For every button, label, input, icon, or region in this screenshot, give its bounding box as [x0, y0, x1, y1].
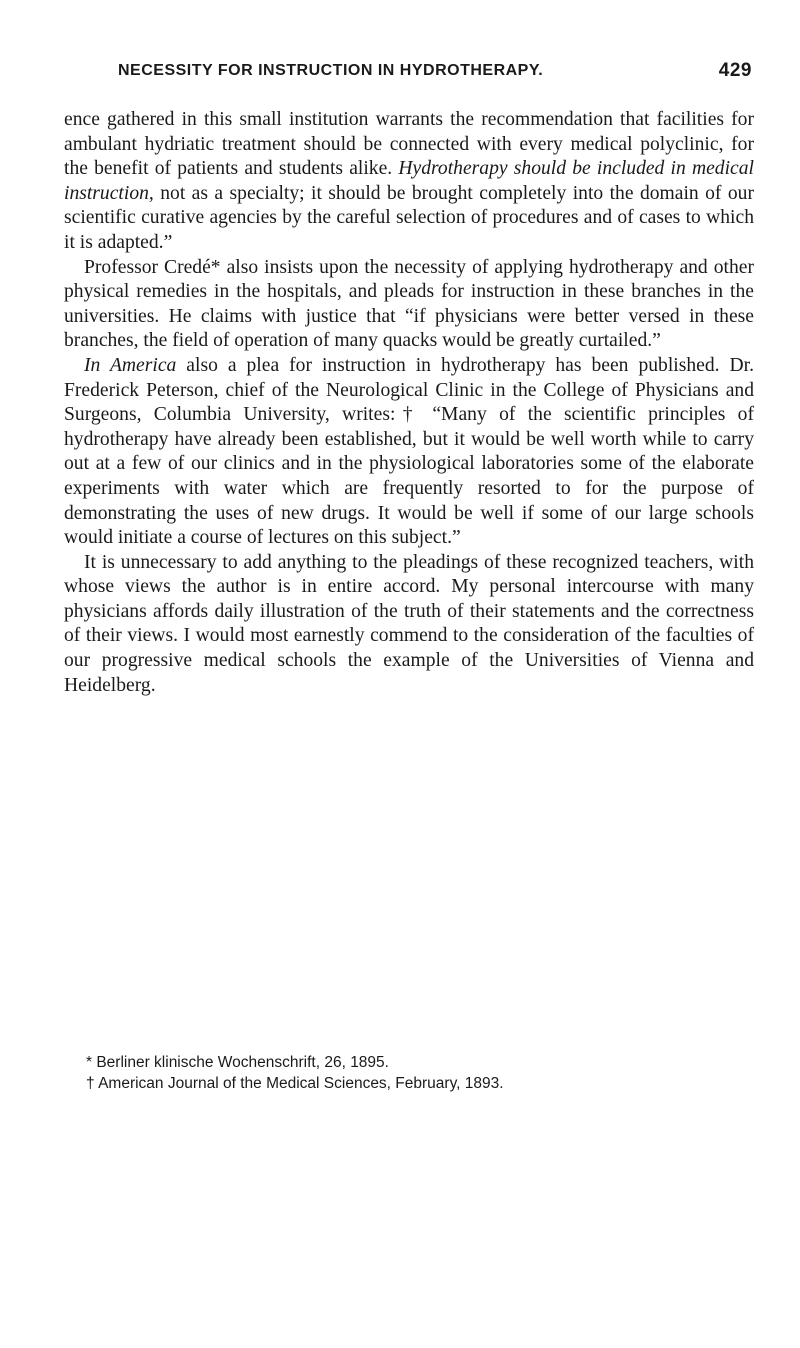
- paragraph-1-emphasis: Hydrotherapy should be included in medical instruction,: [64, 158, 754, 204]
- page-number: 429: [718, 60, 752, 81]
- paragraph-1: [64, 108, 754, 256]
- footnote-1: * Berliner klinische Wochenschrift, 26, 1895.: [86, 1054, 389, 1071]
- footnote-2: † American Journal of the Medical Sciences, February, 1893.: [86, 1075, 504, 1092]
- footnotes: [86, 1052, 754, 1094]
- paragraph-2: Professor Credé* also insists upon the necessity of applying hydrotherapy and other physical remedies in the hospitals, and pleads for instruction in these branches in the universities. He claims with justice that “if physicians were better versed in these branches, the field of operation of many quacks would be greatly curtailed.”: [64, 256, 754, 352]
- paragraph-3: [64, 354, 754, 551]
- paragraph-1-text-b: not as a specialty; it should be brought completely into the domain of our scientific curative agencies by the careful selection of procedures and of cases to which it is adapted.”: [64, 182, 754, 253]
- paragraph-4: It is unnecessary to add anything to the pleadings of these recognized teachers, with whose views the author is in entire accord. My personal intercourse with many physicians affords daily illustration of the truth of their statements and the correctness of their views. I would most earnestly commend to the consideration of the faculties of our progressive medical schools the example of the Universities of Vienna and Heidelberg.: [64, 551, 754, 696]
- paragraph-1-text-a: ence gathered in this small institution warrants the recommendation that facilities for ambulant hydriatic treatment should be connected with every medical polyclinic, for the benefit of patients and students alike.: [64, 109, 754, 180]
- paragraph-3-text: also a plea for instruction in hydrotherapy has been published. Dr. Frederick Peterson, chief of the Neurological Clinic in the College of Physicians and Surgeons, Columbia University, writes:† “Many of the scientific principles of hydrotherapy have already been established, but it would be well worth while to carry out at a few of our clinics and in the physiological laboratories some of the elaborate experiments with water which are frequently resorted to for the purpose of demonstrating the uses of new drugs. It would be well if some of our large schools would initiate a course of lectures on this subject.”: [64, 354, 754, 549]
- running-title: NECESSITY FOR INSTRUCTION IN HYDROTHERAPY.: [118, 62, 544, 79]
- body-text: [64, 108, 754, 698]
- paragraph-3-emphasis: In America: [84, 354, 177, 376]
